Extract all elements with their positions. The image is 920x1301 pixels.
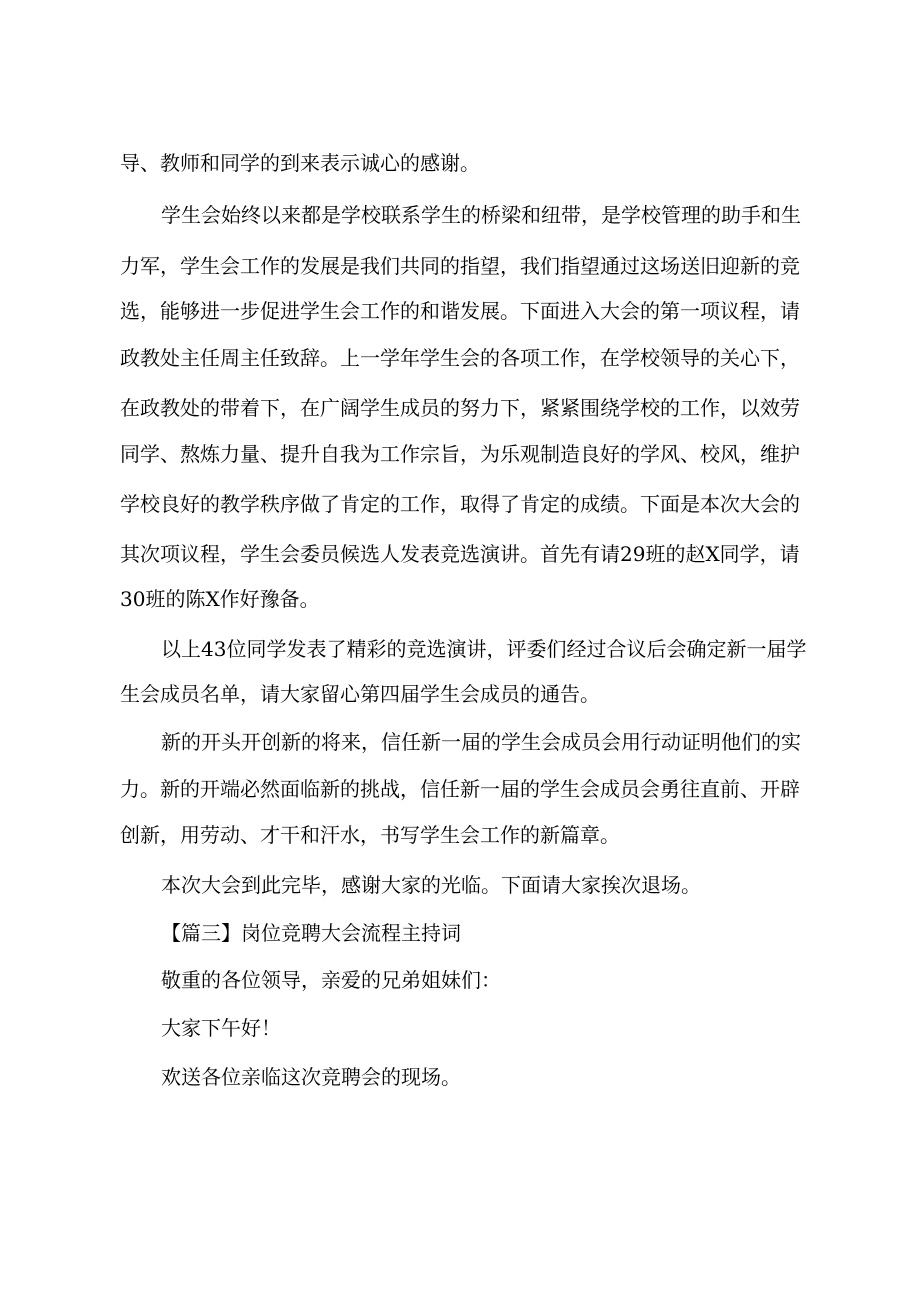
text-line: 以上43位同学发表了精彩的竞选演讲，评委们经过合议后会确定新一届学 (161, 637, 807, 661)
text-line: 在政教处的带着下，在广阔学生成员的努力下，紧紧围绕学校的工作，以效劳 (120, 396, 800, 420)
text-line: 政教处主任周主任致辞。上一学年学生会的各项工作，在学校领导的关心下， (120, 346, 800, 370)
text-line: 选，能够进一步促进学生会工作的和谐发展。下面进入大会的第一项议程，请 (120, 299, 800, 323)
text-line: 欢送各位亲临这次竞聘会的现场。 (161, 1065, 461, 1089)
text-line: 力军，学生会工作的发展是我们共同的指望，我们指望通过这场送旧迎新的竞 (120, 254, 800, 278)
text-line: 本次大会到此完毕，感谢大家的光临。下面请大家挨次退场。 (161, 873, 701, 897)
text-line: 学校良好的教学秩序做了肯定的工作，取得了肯定的成绩。下面是本次大会的 (120, 492, 800, 516)
text-line: 生会成员名单，请大家留心第四届学生会成员的通告。 (120, 682, 600, 706)
text-line: 敬重的各位领导，亲爱的兄弟姐妹们： (161, 968, 501, 992)
text-line: 力。新的开端必然面临新的挑战，信任新一届的学生会成员会勇往直前、开辟 (120, 777, 800, 801)
text-line: 学生会始终以来都是学校联系学生的桥梁和纽带，是学校管理的助手和生 (161, 203, 801, 227)
text-line: 导、教师和同学的到来表示诚心的感谢。 (120, 151, 480, 175)
text-line: 30班的陈X作好豫备。 (120, 587, 320, 611)
text-line: 创新，用劳动、才干和汗水，书写学生会工作的新篇章。 (120, 823, 620, 847)
text-line: 其次项议程，学生会委员候选人发表竞选演讲。首先有请29班的赵X同学，请 (120, 542, 800, 566)
text-line: 大家下午好！ (161, 1016, 281, 1040)
text-line: 同学、熬炼力量、提升自我为工作宗旨，为乐观制造良好的学风、校风，维护 (120, 442, 800, 466)
section-heading: 【篇三】岗位竞聘大会流程主持词 (161, 921, 461, 945)
text-line: 新的开头开创新的将来，信任新一届的学生会成员会用行动证明他们的实 (161, 730, 801, 754)
